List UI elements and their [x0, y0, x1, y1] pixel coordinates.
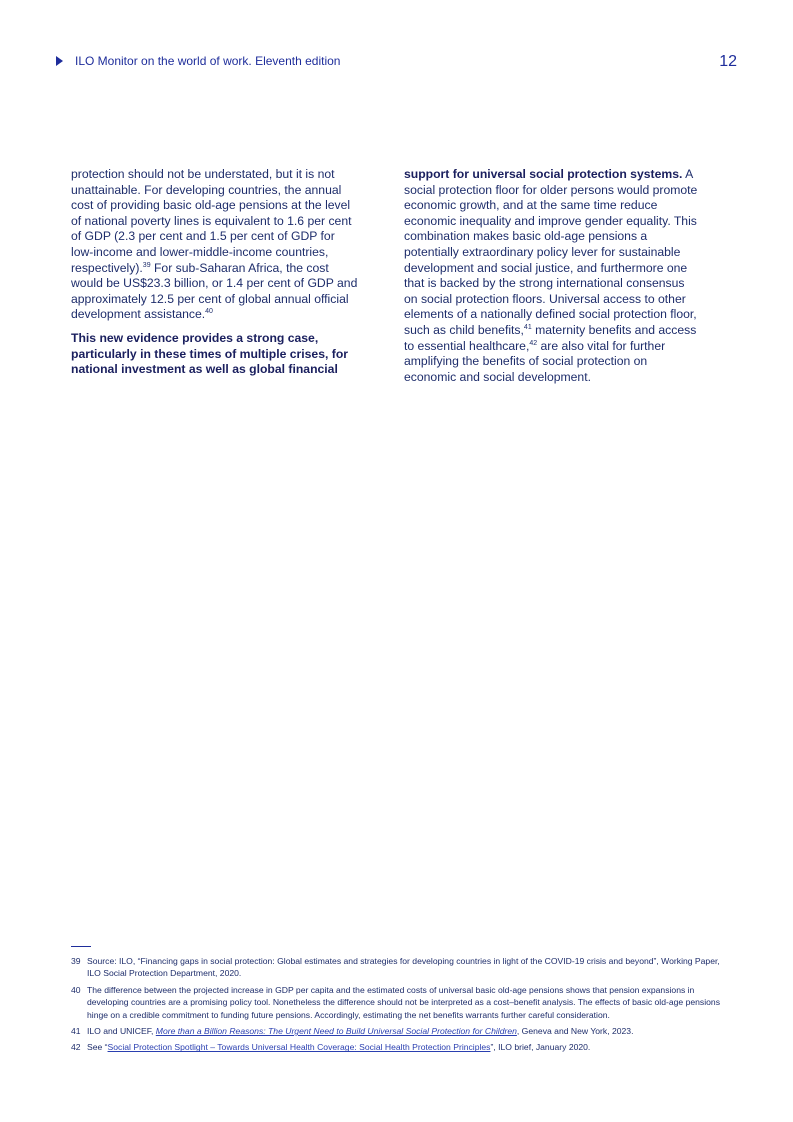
footnote-suffix: , Geneva and New York, 2023.	[516, 1026, 634, 1037]
footnote-ref-42[interactable]: 42	[529, 339, 538, 347]
paragraph-evidence-bold: This new evidence provides a strong case, particularly in these times of multiple crises, for national investment as well as global financial	[71, 330, 349, 377]
page-header	[56, 54, 737, 74]
right-column	[404, 167, 698, 393]
footnote-ref-39[interactable]: 39	[142, 261, 151, 269]
footnote-link-billion-reasons[interactable]: More than a Billion Reasons: The Urgent Need to Build Universal Social Protection for Children	[155, 1026, 517, 1037]
paragraph-costs	[71, 167, 359, 323]
footnote-prefix: ILO and UNICEF,	[87, 1026, 156, 1037]
footnote-ref-40[interactable]: 40	[205, 308, 213, 316]
footnote-40	[71, 984, 721, 1021]
footnote-number: 40	[71, 984, 81, 995]
footnote-ref-41[interactable]: 41	[523, 323, 532, 331]
bold-lead: support for universal social protection systems.	[404, 167, 683, 181]
footnote-text: The difference between the projected increase in GDP per capita and the estimated costs of universal basic old-age pensions shows that pension expansions in developing countries are a promising policy tool. Nonetheless the difference should not be interpreted as a cost–benefit analysis. The effects of basic old-age pensions hinge on a credible commitment to funding future pensions. Accordingly, estimating the net benefits warrants further careful consideration.	[87, 984, 720, 1020]
footnote-42	[71, 1041, 721, 1053]
paragraph-costs-text-2: For sub-Saharan Africa, the cost would be US$23.3 billion, or 1.4 per cent of GDP and approximately 12.5 per cent of global annual official development assistance.	[71, 260, 358, 322]
footnotes	[71, 955, 721, 1058]
footnote-number: 39	[71, 956, 81, 966]
footnote-suffix: ”, ILO brief, January 2020.	[490, 1042, 591, 1053]
footnote-prefix: See “	[87, 1042, 108, 1053]
paragraph-text-2: maternity benefits and access to essential healthcare,	[404, 322, 697, 353]
paragraph-costs-text: protection should not be understated, but it is not unattainable. For developing countries, the annual cost of providing basic old-age pensions at the level of national poverty lines is equivalent to 1.6 per cent of GDP (2.3 per cent and 1.5 per cent of GDP for low-income and lower-middle-income countries, respectively).	[71, 167, 352, 275]
paragraph-social-protection-floor	[404, 167, 698, 385]
paragraph-text-1: A social protection floor for older persons would promote economic growth, and at the same time reduce economic inequality and improve gender equality. This combination makes basic old-age pensions a potentially extraordinary policy lever for sustainable development and social justice, and furthermore one that is backed by the strong international consensus on social protection floors. Universal access to other elements of a nationally defined social protection floor, such as child benefits,	[404, 167, 698, 337]
play-triangle-icon	[56, 56, 63, 66]
running-title: ILO Monitor on the world of work. Eleventh edition	[75, 54, 341, 68]
page-number: 12	[719, 53, 737, 70]
footnote-number: 42	[71, 1042, 81, 1053]
footnote-39	[71, 955, 721, 980]
footnote-text: Source: ILO, “Financing gaps in social protection: Global estimates and strategies for developing countries in light of the COVID-19 crisis and beyond”, Working Paper, ILO Social Protection Department, 2020.	[87, 956, 720, 979]
left-column	[71, 167, 359, 386]
footnote-41	[71, 1025, 721, 1037]
footnote-link-spotlight[interactable]: Social Protection Spotlight – Towards Universal Health Coverage: Social Health Protection Principles	[107, 1042, 491, 1053]
footnote-number: 41	[71, 1026, 81, 1037]
paragraph-text-3: are also vital for further amplifying the benefits of social protection on economic and social development.	[404, 338, 666, 384]
footnote-divider	[71, 946, 91, 947]
